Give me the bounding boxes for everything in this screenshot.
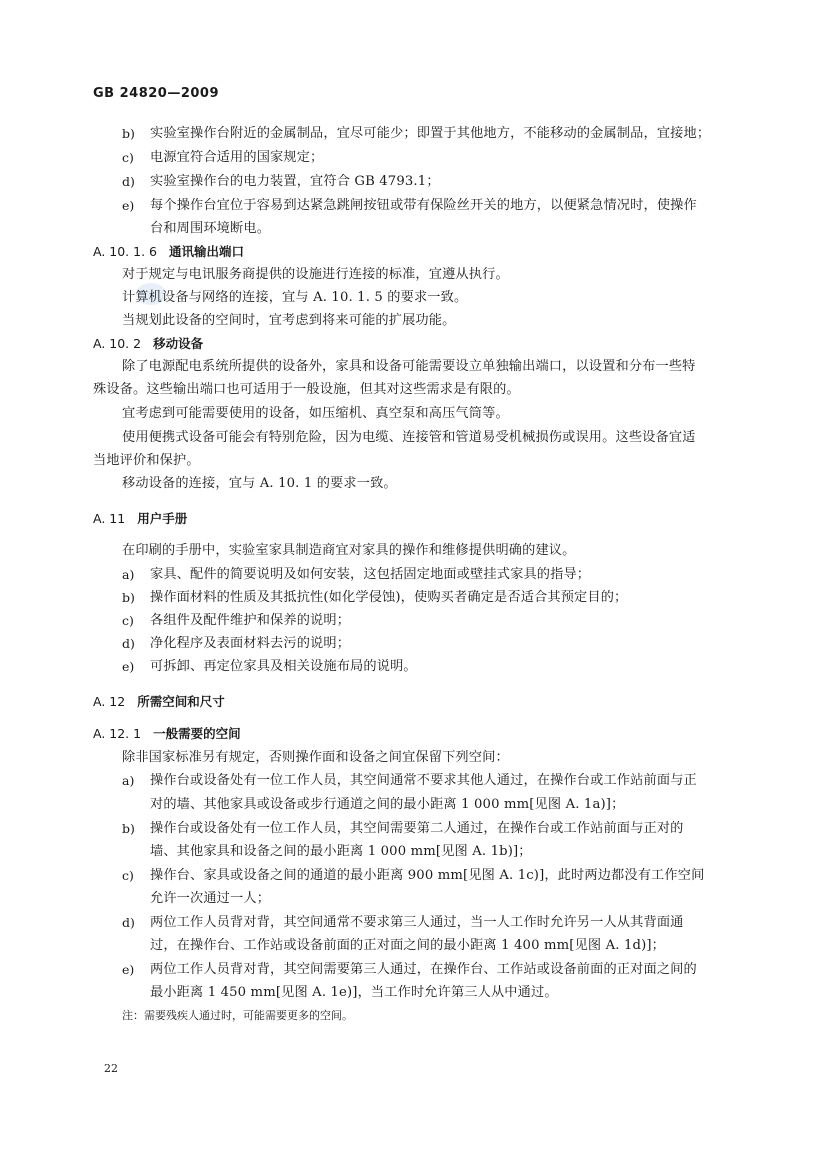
section-title: 用户手册 — [137, 511, 188, 526]
note: 注：需要残疾人通过时，可能需要更多的空间。 — [122, 1009, 353, 1022]
list-item-text: 家具、配件的简要说明及如何安装，这包括固定地面或壁挂式家具的指导； — [150, 567, 591, 582]
section-heading-a11 — [93, 509, 187, 529]
section-number: A. 12 — [93, 694, 126, 709]
list-item-text-continued: 允许一次通过一人； — [150, 891, 271, 906]
section-title: 一般需要的空间 — [153, 726, 241, 741]
list-item-text-continued: 墙、其他家具和设备之间的最小距离 1 000 mm[见图 A. 1b)]； — [150, 844, 532, 859]
paragraph-continued: 当地评价和保护。 — [93, 453, 200, 468]
paragraph-continued: 殊设备。这些输出端口也可适用于一般设施，但其对这些需求是有限的。 — [93, 382, 520, 397]
list-marker: c) — [122, 868, 134, 883]
list-item-text: 操作台或设备处有一位工作人员，其空间通常不要求其他人通过，在操作台或工作站前面与正 — [150, 773, 697, 788]
list-marker: d) — [122, 915, 135, 930]
list-marker: c) — [122, 150, 134, 165]
paragraph: 当规划此设备的空间时，宜考虑到将来可能的扩展功能。 — [122, 313, 456, 328]
paragraph: 使用便携式设备可能会有特别危险，因为电缆、连接管和管道易受机械损伤或误用。这些设备宜适 — [122, 430, 696, 445]
list-marker: e) — [122, 659, 135, 674]
list-marker: c) — [122, 613, 134, 628]
list-item-text: 两位工作人员背对背，其空间需要第三人通过，在操作台、工作站或设备前面的正对面之间的 — [150, 962, 697, 977]
list-item-text-continued: 台和周围环境断电。 — [150, 221, 271, 236]
list-marker: e) — [122, 198, 135, 213]
section-number: A. 10. 1. 6 — [93, 244, 157, 259]
paragraph: 除非国家标准另有规定，否则操作面和设备之间宜保留下列空间： — [122, 750, 509, 765]
list-marker: e) — [122, 962, 135, 977]
document-header: GB 24820—2009 — [93, 86, 220, 101]
list-item-text: 净化程序及表面材料去污的说明； — [150, 636, 351, 651]
list-item-text: 操作台、家具或设备之间的通道的最小距离 900 mm[见图 A. 1c)]，此时两边都没有工作空间 — [150, 868, 705, 883]
list-marker: b) — [122, 590, 135, 605]
list-item-text: 可拆卸、再定位家具及相关设施布局的说明。 — [150, 659, 417, 674]
list-item-text-continued: 最小距离 1 450 mm[见图 A. 1e)]，当工作时允许第三人从中通过。 — [150, 985, 558, 1000]
paragraph: 在印刷的手册中，实验室家具制造商宜对家具的操作和维修提供明确的建议。 — [122, 543, 576, 558]
list-marker: d) — [122, 636, 135, 651]
list-item-text: 操作台或设备处有一位工作人员，其空间需要第二人通过，在操作台或工作站前面与正对的 — [150, 821, 684, 836]
list-item-text: 电源宜符合适用的国家规定； — [150, 150, 324, 165]
list-item-text: 操作面材料的性质及其抵抗性(如化学侵蚀)，使购买者确定是否适合其预定目的； — [150, 590, 628, 605]
section-number: A. 12. 1 — [93, 726, 142, 741]
paragraph: 移动设备的连接，宜与 A. 10. 1 的要求一致。 — [122, 476, 397, 491]
paragraph: 除了电源配电系统所提供的设备外，家具和设备可能需要设立单独输出端口，以设置和分布一些特 — [122, 359, 696, 374]
section-title: 移动设备 — [153, 336, 204, 351]
section-number: A. 10. 2 — [93, 336, 142, 351]
list-item-text-continued: 对的墙、其他家具或设备或步行通道之间的最小距离 1 000 mm[见图 A. 1a)]； — [150, 797, 625, 812]
paragraph: 计算机设备与网络的连接，宜与 A. 10. 1. 5 的要求一致。 — [122, 290, 468, 305]
list-item-text: 实验室操作台的电力装置，宜符合 GB 4793.1； — [150, 174, 440, 189]
section-number: A. 11 — [93, 511, 126, 526]
list-marker: a) — [122, 567, 135, 582]
list-item-text: 各组件及配件维护和保养的说明； — [150, 613, 351, 628]
list-marker: d) — [122, 174, 135, 189]
page-number: 22 — [104, 1062, 118, 1075]
section-heading-a102 — [93, 334, 203, 354]
section-heading-a121 — [93, 724, 241, 744]
list-item-text-continued: 过，在操作台、工作站或设备前面的正对面之间的最小距离 1 400 mm[见图 A. 1d)]； — [150, 938, 665, 953]
list-marker: a) — [122, 773, 135, 788]
list-item-text: 两位工作人员背对背，其空间通常不要求第三人通过，当一人工作时允许另一人从其背面通 — [150, 915, 684, 930]
paragraph: 宜考虑到可能需要使用的设备，如压缩机、真空泵和高压气筒等。 — [122, 406, 509, 421]
list-item-text: 实验室操作台附近的金属制品，宜尽可能少；即置于其他地方，不能移动的金属制品，宜接地； — [150, 126, 711, 141]
list-item-text: 每个操作台宜位于容易到达紧急跳闸按钮或带有保险丝开关的地方，以便紧急情况时，使操作 — [150, 198, 697, 213]
section-title: 通讯输出端口 — [168, 244, 244, 259]
list-marker: b) — [122, 821, 135, 836]
section-heading-a1016 — [93, 242, 244, 262]
section-heading-a12 — [93, 692, 225, 712]
paragraph: 对于规定与电讯服务商提供的设施进行连接的标准，宜遵从执行。 — [122, 267, 509, 282]
list-marker: b) — [122, 126, 135, 141]
section-title: 所需空间和尺寸 — [137, 694, 225, 709]
